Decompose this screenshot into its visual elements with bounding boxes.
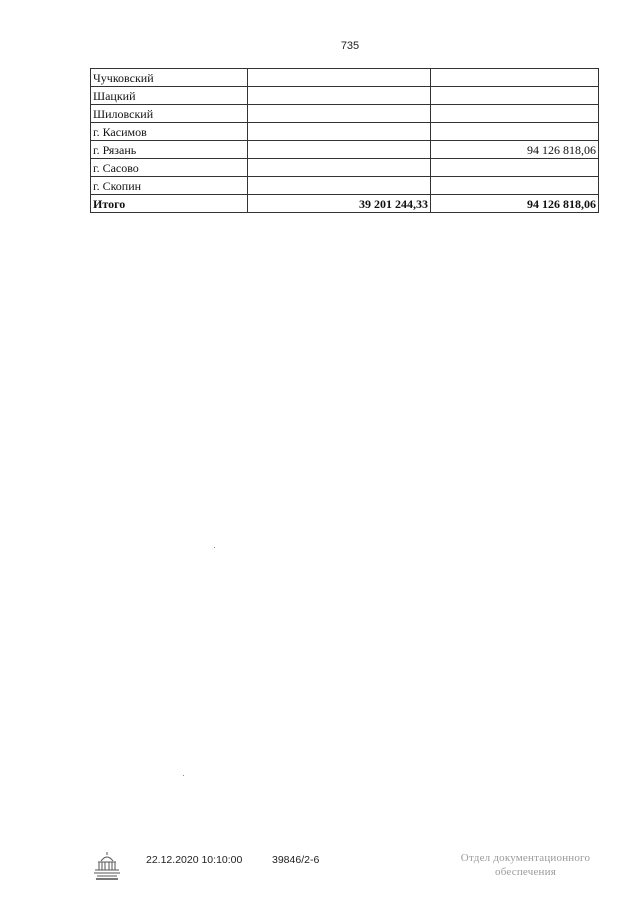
table-row — [91, 69, 599, 87]
row-value-b — [431, 159, 599, 177]
scan-speck — [183, 775, 184, 776]
page-number: 735 — [340, 40, 360, 52]
row-value-b — [431, 177, 599, 195]
table-row — [91, 177, 599, 195]
total-value-a: 39 201 244,33 — [248, 195, 431, 213]
row-value-b — [431, 87, 599, 105]
row-value-b — [431, 123, 599, 141]
total-label: Итого — [91, 195, 248, 213]
row-value-a — [248, 177, 431, 195]
row-value-a — [248, 105, 431, 123]
row-value-a — [248, 141, 431, 159]
row-name: г. Сасово — [91, 159, 248, 177]
table-row — [91, 105, 599, 123]
duma-building-icon — [92, 850, 122, 882]
table-row — [91, 159, 599, 177]
total-value-b: 94 126 818,06 — [431, 195, 599, 213]
document-number: 39846/2-6 — [272, 854, 320, 866]
row-name: г. Рязань — [91, 141, 248, 159]
row-value-b — [431, 105, 599, 123]
stamp-line-1: Отдел документационного — [460, 852, 591, 864]
row-name: Чучковский — [91, 69, 248, 87]
row-value-a — [248, 69, 431, 87]
stamp-line-2: обеспечения — [495, 866, 556, 878]
department-stamp — [448, 851, 603, 879]
row-value-b: 94 126 818,06 — [431, 141, 599, 159]
row-name: Шиловский — [91, 105, 248, 123]
row-name: г. Скопин — [91, 177, 248, 195]
row-value-a — [248, 87, 431, 105]
table-row — [91, 141, 599, 159]
row-value-a — [248, 159, 431, 177]
data-table — [90, 68, 599, 213]
total-row — [91, 195, 599, 213]
row-name: Шацкий — [91, 87, 248, 105]
row-value-b — [431, 69, 599, 87]
table-row — [91, 123, 599, 141]
registration-date: 22.12.2020 10:10:00 — [146, 854, 243, 866]
row-value-a — [248, 123, 431, 141]
scan-speck — [214, 547, 215, 548]
table-row — [91, 87, 599, 105]
row-name: г. Касимов — [91, 123, 248, 141]
